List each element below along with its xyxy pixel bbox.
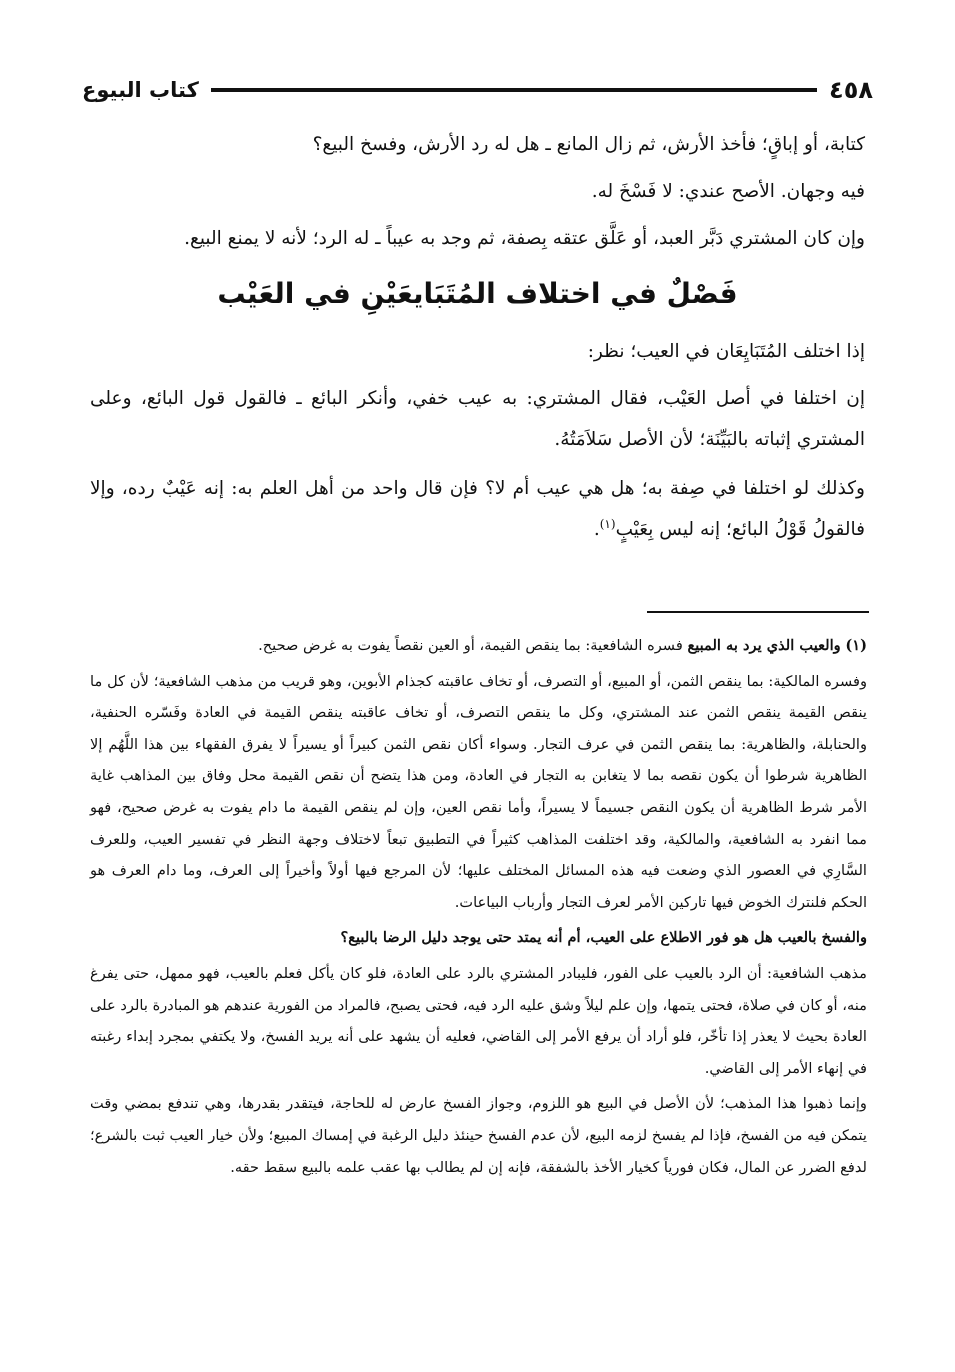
footnote-paragraph	[90, 630, 867, 662]
section-paragraph: إذا اختلف المُتَبَايِعَان في العيب؛ نظر:	[587, 341, 865, 362]
footnote-separator	[647, 611, 869, 613]
paragraph-end: .	[593, 519, 600, 540]
section-title: فَصْلٌ في اختلاف المُتَبَايعَيْنِ في العَيْب	[217, 277, 738, 310]
footnote-paragraph: وإنما ذهبوا هذا المذهب؛ لأن الأصل في البيع هو اللزوم، وجواز الفسخ عارض له للحاجة، فيتقدر بقدرها، وهي تندفع بمضي وقت يتمكن فيه من الفسخ، فإذا لم يفسخ لزمه البيع، لأن عدم الفسخ حينئذ دليل الرغبة في إمساك المبيع؛ ولأن خيار العيب ثبت بالشرع؛ لدفع الضرر عن المال، فكان فورياً كخيار الأخذ بالشفقة، فإنه إن لم يطالب بها عقب علمه بالبيع سقط حقه.	[90, 1095, 867, 1176]
main-paragraph: فيه وجهان. الأصح عندي: لا فَسْخَ له.	[591, 181, 865, 202]
page-number: ٤٥٨	[829, 76, 873, 104]
section-paragraph: إن اختلفا في أصل العَيْب، فقال المشتري: به عيب خفي، وأنكر البائع ـ فالقول قول البائع، وعلى المشتري إثباته بالبَيِّنَة؛ لأن الأصل سَلاَمَتُهُ.	[90, 388, 865, 450]
footnote-text: فسره الشافعية: بما ينقص القيمة، أو العين نقصاً يفوت به غرض صحيح.	[258, 637, 683, 654]
footnote-paragraph: وفسره المالكية: بما ينقص الثمن، أو المبيع، أو التصرف، أو تخاف عاقبته كجذام الأبوين، وهو قريب من مذهب الشافعية؛ لأن كل ما ينقص القيمة ينقص الثمن عند المشتري، وكل ما ينقص التصرف، أو تخاف عاقبته ينقص القيمة في العادة وفَسّره الحنفية، والحنابلة، والظاهرية: بما ينقص الثمن في عرف التجار. وسواء أكان نقص الثمن كبيراً أو يسيراً لا يفرق الفقهاء بين هذا اللَّهُم إلا الظاهرية شرطوا أن يكون نقصه بما لا يتغابن به التجار في العادة، ومن هذا يتضح أن نقص القيمة محل وفاق بين المذاهب غاية الأمر شرط الظاهرية أن يكون النقص جسيماً لا يسيراً، وأما نقص العين، وإن لم ينقص القيمة ما دام يفوت به غرض صحيح، فهو مما انفرد به الشافعية، والمالكية، وقد اختلفت المذاهب كثيراً في التطبيق تبعاً لاختلاف وجهة النظر في تفسير العيب، وللعرف السَّارِي في العصور الذي وضعت فيه هذه المسائل المختلف عليها؛ لأن المرجع فيها أولاً وأخيراً إلى العرف، وما دام العرف هو الحكم فلنترك الخوض فيها تاركين الأمر لعرف التجار وأرباب البياعات.	[90, 672, 867, 911]
main-paragraph: وإن كان المشتري دَبَّر العبد، أو عَلَّق عتقه بِصفة، ثم وجد به عيباً ـ له الرد؛ لأنه لا يمنع البيع.	[184, 228, 865, 249]
footnote-marker: (١)	[599, 516, 616, 531]
book-title: كتاب البيوع	[82, 78, 199, 102]
footnote-question: والفسخ بالعيب هل هو فور الاطلاع على العيب، أم أنه يمتد حتى يوجد دليل الرضا بالبيع؟	[340, 929, 867, 947]
paragraph-text: وكذلك لو اختلفا في صِفة به؛ هل هي عيب أم لا؟ فإن قال واحد من أهل العلم به: إنه عَيْبٌ رده، وإلا فالقولُ قَوْلُ البائع؛ إنه ليس بِعَيْبٍ	[90, 478, 865, 540]
main-paragraph: كتابة، أو إباقٍ؛ فأخذ الأرش، ثم زال المانع ـ هل له رد الأرش، وفسخ البيع؟	[312, 134, 865, 155]
header-rule	[211, 88, 817, 92]
footnote-paragraph: مذهب الشافعية: أن الرد بالعيب على الفور، فليبادر المشتري بالرد على العادة، فلو كان يأكل فعلم بالعيب، فهو ممهل، حتى يفرغ منه، أو كان في صلاة، فحتى يتمها، وإن علم ليلاً وشق عليه الرد فيه، فحتى يصبح، فالمراد من الفورية عندهم هو المبادرة بالرد على العادة بحيث لا يعذر إذا تأخّر، فلو أراد أن يرفع الأمر إلى القاضي، فعليه أن يشهد على أنه يريد الفسخ، ولا يكتفي بمجرد إبداء رغبته في إنهاء الأمر إلى القاضي.	[90, 964, 867, 1077]
footnotes	[90, 630, 867, 1187]
footnote-lead: والعيب الذي يرد به المبيع	[687, 637, 841, 654]
main-text	[90, 124, 865, 558]
footnote-number: (١)	[845, 637, 867, 654]
section-paragraph-last	[90, 468, 865, 550]
page-header	[82, 70, 873, 110]
